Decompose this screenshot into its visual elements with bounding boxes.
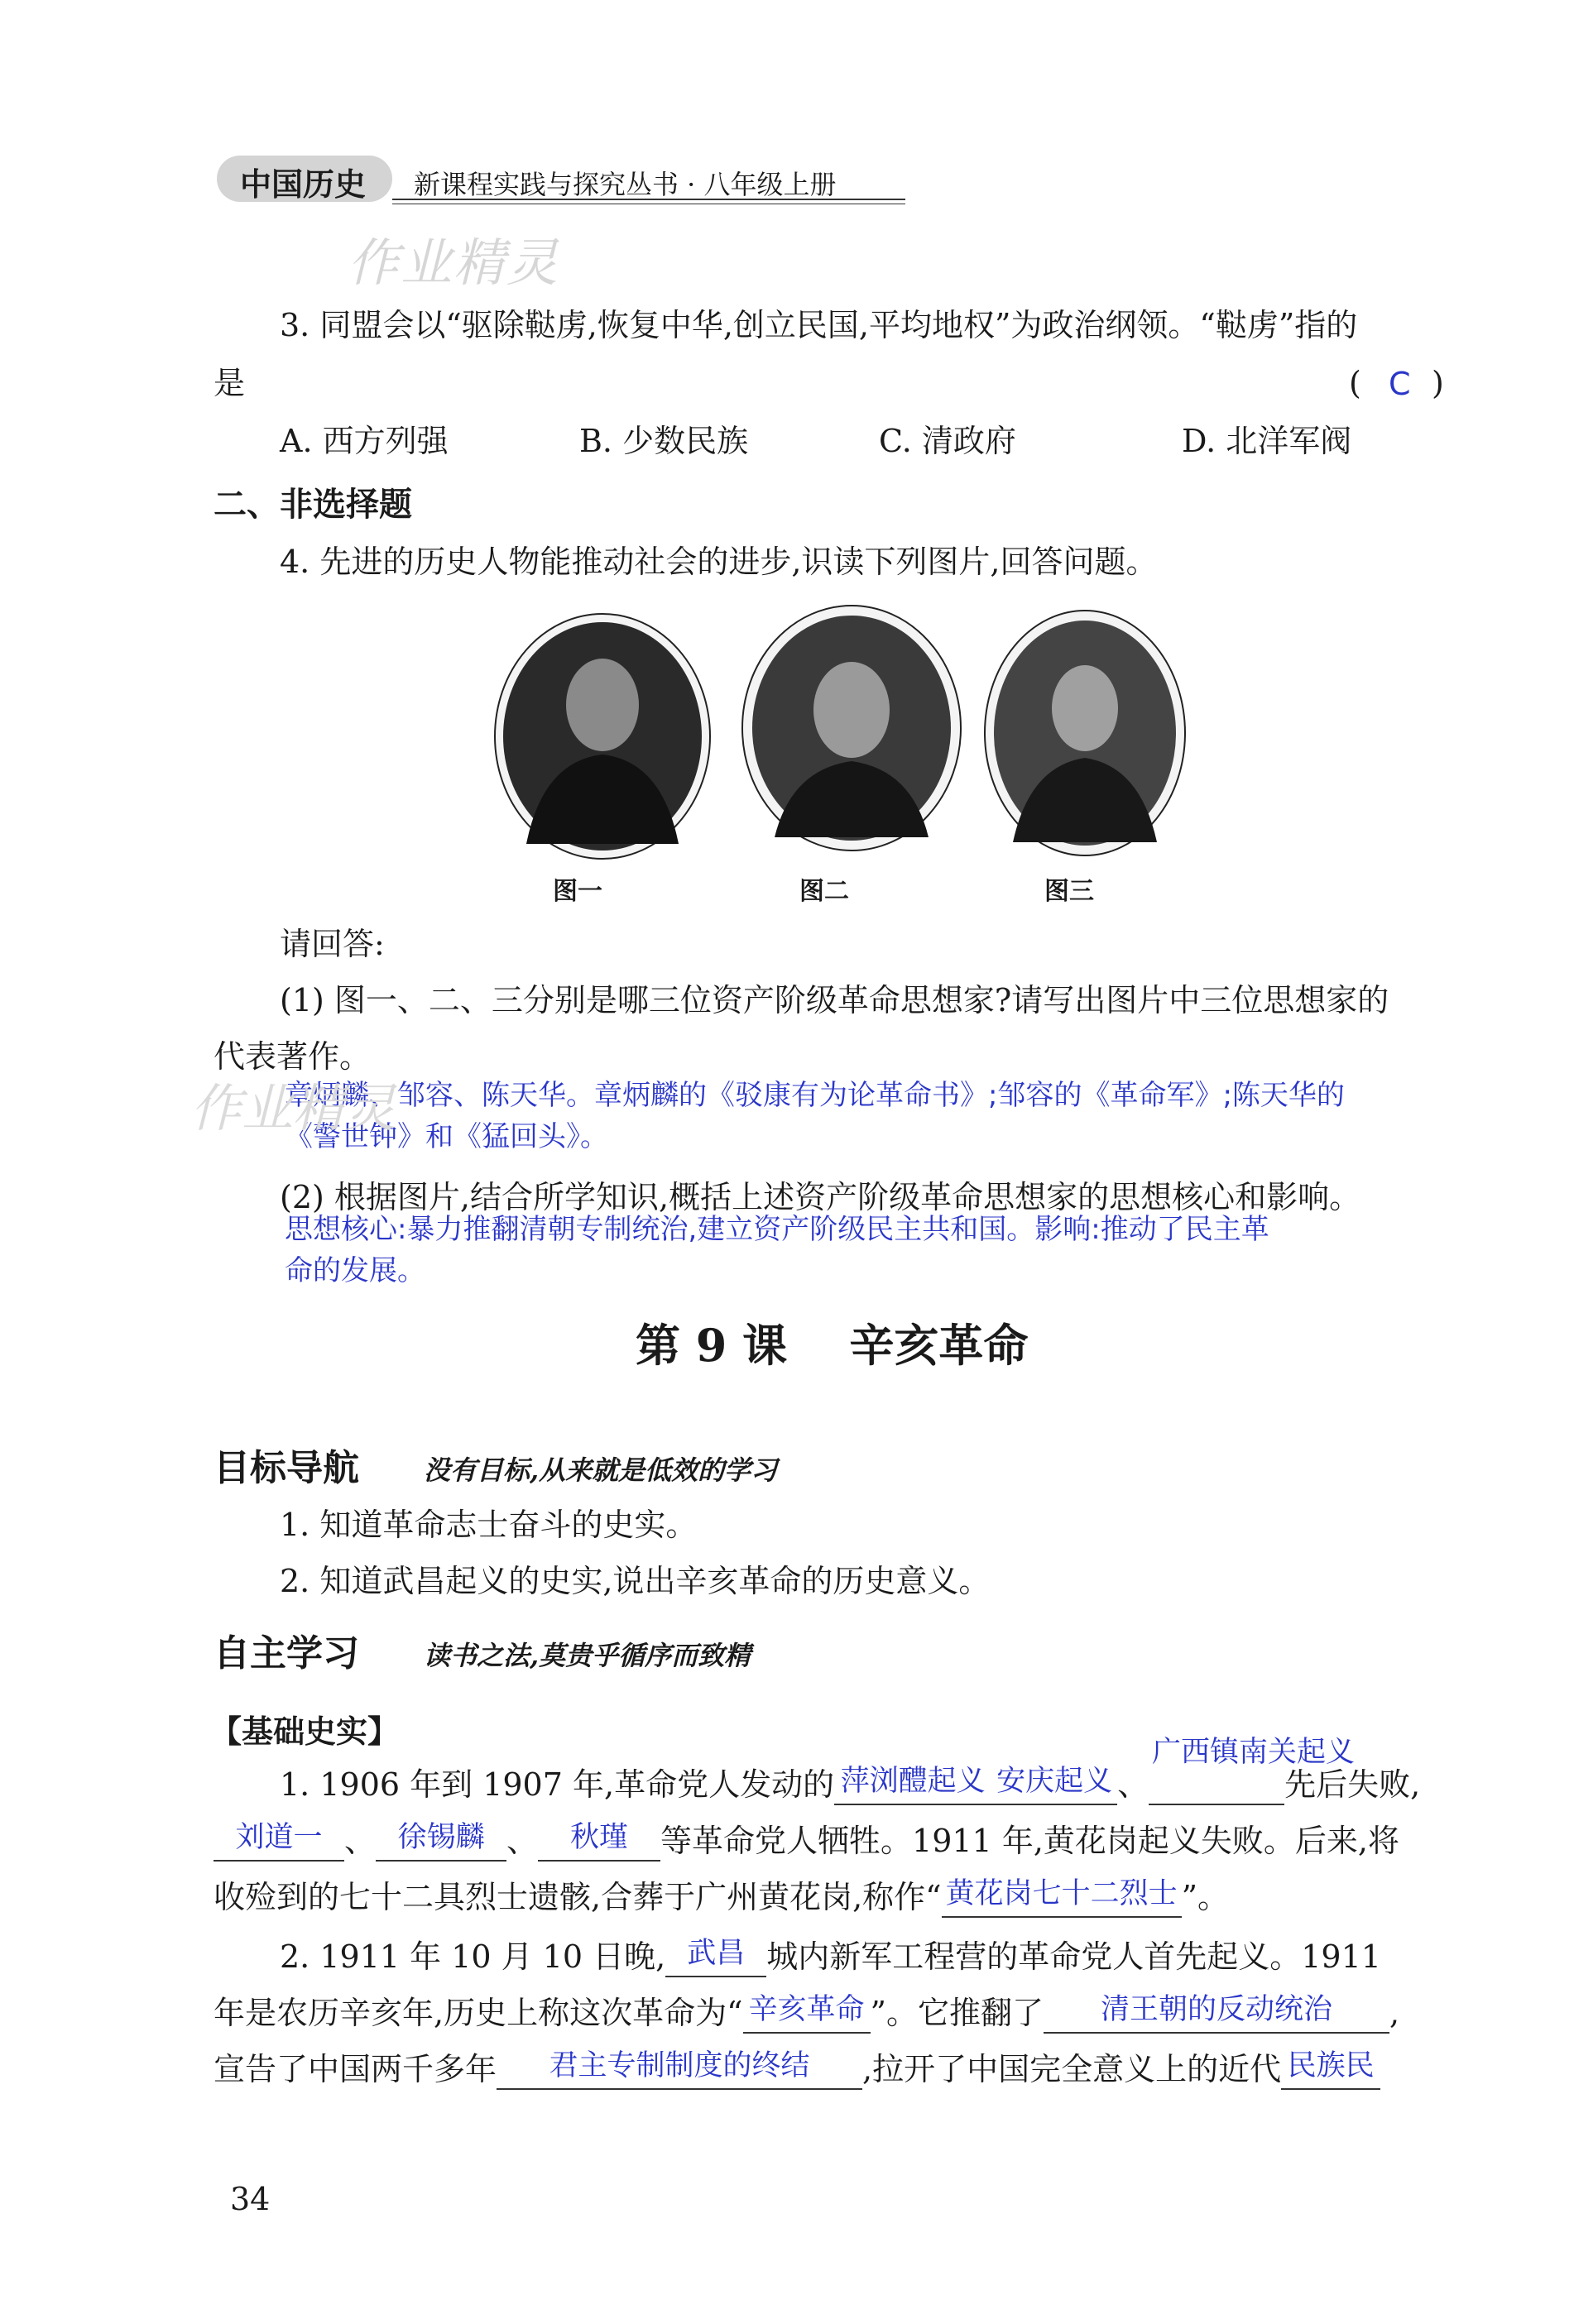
section-title: 二、非选择题 xyxy=(214,486,412,524)
q3-option-a: A. 西方列强 xyxy=(280,423,449,459)
p1-sep: 、 xyxy=(1117,1766,1149,1803)
answer-uprising-1: 萍浏醴起义 xyxy=(840,1764,986,1798)
q3-stem: 3. 同盟会以“驱除鞑虏,恢复中华,创立民国,平均地权”为政治纲领。“鞑虏”指的 xyxy=(280,307,1358,343)
blank-martyr-2 xyxy=(376,1820,506,1862)
answer-72-martyrs: 黄花岗七十二烈士 xyxy=(945,1876,1178,1910)
q4-stem: 4. 先进的历史人物能推动社会的进步,识读下列图片,回答问题。 xyxy=(280,544,1158,580)
p2-text6: 宣告了中国两千多年 xyxy=(214,2051,497,2087)
p1-text4: 收殓到的七十二具烈士遗骸,合葬于广州黄花岗,称作“ xyxy=(214,1879,942,1915)
q3-answer: C xyxy=(1389,366,1411,402)
p1-line2: 刘道一 、 徐锡麟 、 秋瑾 等革命党人牺牲。1911 年,黄花岗起义失败。后来,将 xyxy=(214,1822,1399,1862)
p1-text3: 等革命党人牺牲。1911 年,黄花岗起义失败。后来,将 xyxy=(660,1823,1399,1859)
p2-text5: , xyxy=(1389,1995,1400,2031)
self-motto: 读书之法,莫贵乎循序而致精 xyxy=(424,1640,751,1671)
caption-1: 图一 xyxy=(553,877,602,906)
q4-answer1-line2: 《警世钟》和《猛回头》。 xyxy=(285,1120,608,1153)
blank-martyr-3 xyxy=(538,1820,660,1862)
q3-paren-close: ) xyxy=(1432,365,1444,401)
answer-martyr-2: 徐锡麟 xyxy=(397,1820,485,1854)
self-heading: 自主学习 xyxy=(214,1632,359,1675)
q4-sub1-line1: (1) 图一、二、三分别是哪三位资产阶级革命思想家?请写出图片中三位思想家的 xyxy=(280,982,1389,1018)
q4-answer2-line1: 思想核心:暴力推翻清朝专制统治,建立资产阶级民主共和国。影响:推动了民主革 xyxy=(285,1213,1269,1246)
header-rule xyxy=(392,199,905,200)
q3-option-b: B. 少数民族 xyxy=(579,423,749,459)
answer-nation: 民族民 xyxy=(1287,2048,1375,2082)
p1-text2: 先后失败, xyxy=(1284,1766,1421,1803)
goal-item-2: 2. 知道武昌起义的史实,说出辛亥革命的历史意义。 xyxy=(280,1563,991,1599)
blank-uprising-1 xyxy=(834,1764,991,1805)
watermark: 作业精灵 xyxy=(348,232,560,293)
goal-motto: 没有目标,从来就是低效的学习 xyxy=(424,1454,778,1486)
header-badge-label: 中国历史 xyxy=(240,166,367,203)
blank-uprising-2 xyxy=(991,1764,1117,1805)
answer-wuchang: 武昌 xyxy=(687,1936,746,1970)
p2-line1 xyxy=(280,1938,1381,1977)
q3-option-d: D. 北洋军阀 xyxy=(1182,423,1352,459)
answer-martyr-3: 秋瑾 xyxy=(570,1820,629,1854)
lesson-title: 第 9 课 辛亥革命 xyxy=(636,1319,1029,1372)
answer-martyr-1: 刘道一 xyxy=(235,1820,323,1854)
answer-uprising-3: 广西镇南关起义 xyxy=(1152,1736,1356,1769)
portrait-2 xyxy=(741,604,962,852)
q3-option-c: C. 清政府 xyxy=(879,423,1016,459)
blank-uprising-3 xyxy=(1149,1771,1284,1805)
portrait-1 xyxy=(493,612,712,860)
p2-text4: ”。它推翻了 xyxy=(870,1995,1044,2031)
portrait-3 xyxy=(983,609,1187,857)
blank-nation xyxy=(1281,2048,1380,2090)
header-series: 新课程实践与探究丛书 · 八年级上册 xyxy=(414,169,837,200)
p1-text5: ”。 xyxy=(1181,1879,1230,1915)
blank-wuchang xyxy=(665,1936,766,1977)
q4-answer2-line2: 命的发展。 xyxy=(285,1254,425,1287)
p1-line3 xyxy=(214,1878,1229,1918)
q4-answer1-line1: 章炳麟、邹容、陈天华。章炳麟的《驳康有为论革命书》;邹容的《革命军》;陈天华的 xyxy=(285,1079,1345,1112)
q4-sub1-line2: 代表著作。 xyxy=(214,1038,372,1075)
p2-text1: 2. 1911 年 10 月 10 日晚, xyxy=(280,1938,666,1975)
answer-uprising-2: 安庆起义 xyxy=(996,1764,1113,1798)
blank-martyr-1 xyxy=(214,1820,344,1862)
caption-2: 图二 xyxy=(799,877,849,906)
goal-item-1: 1. 知道革命志士奋斗的史实。 xyxy=(280,1507,698,1543)
basics-heading: 【基础史实】 xyxy=(210,1713,400,1750)
p1-line1 xyxy=(280,1766,1420,1805)
p2-line3 xyxy=(214,2050,1380,2090)
blank-monarchy xyxy=(497,2048,862,2090)
p2-line2 xyxy=(214,1994,1399,2034)
q4-sub2: (2) 根据图片,结合所学知识,概括上述资产阶级革命思想家的思想核心和影响。 xyxy=(280,1179,1361,1215)
watermark-2: 作业精灵 xyxy=(190,1078,396,1138)
answer-xinhai: 辛亥革命 xyxy=(748,1992,865,2026)
q3-paren-open: ( xyxy=(1349,365,1361,401)
goal-heading: 目标导航 xyxy=(214,1447,359,1489)
q3-stem-cont: 是 xyxy=(214,365,246,401)
p2-text7: ,拉开了中国完全意义上的近代 xyxy=(862,2051,1282,2087)
q4-prompt: 请回答: xyxy=(280,926,385,962)
p2-text2: 城内新军工程营的革命党人首先起义。1911 xyxy=(766,1938,1381,1975)
page-number: 34 xyxy=(230,2181,271,2217)
blank-72-martyrs xyxy=(942,1876,1182,1918)
answer-monarchy: 君主专制制度的终结 xyxy=(549,2048,810,2082)
blank-qing-rule xyxy=(1044,1992,1389,2034)
p2-text3: 年是农历辛亥年,历史上称这次革命为“ xyxy=(214,1995,743,2031)
answer-qing-rule: 清王朝的反动统治 xyxy=(1100,1992,1332,2026)
blank-xinhai xyxy=(743,1992,871,2034)
p1-text1: 1. 1906 年到 1907 年,革命党人发动的 xyxy=(280,1766,835,1803)
caption-3: 图三 xyxy=(1044,877,1094,906)
